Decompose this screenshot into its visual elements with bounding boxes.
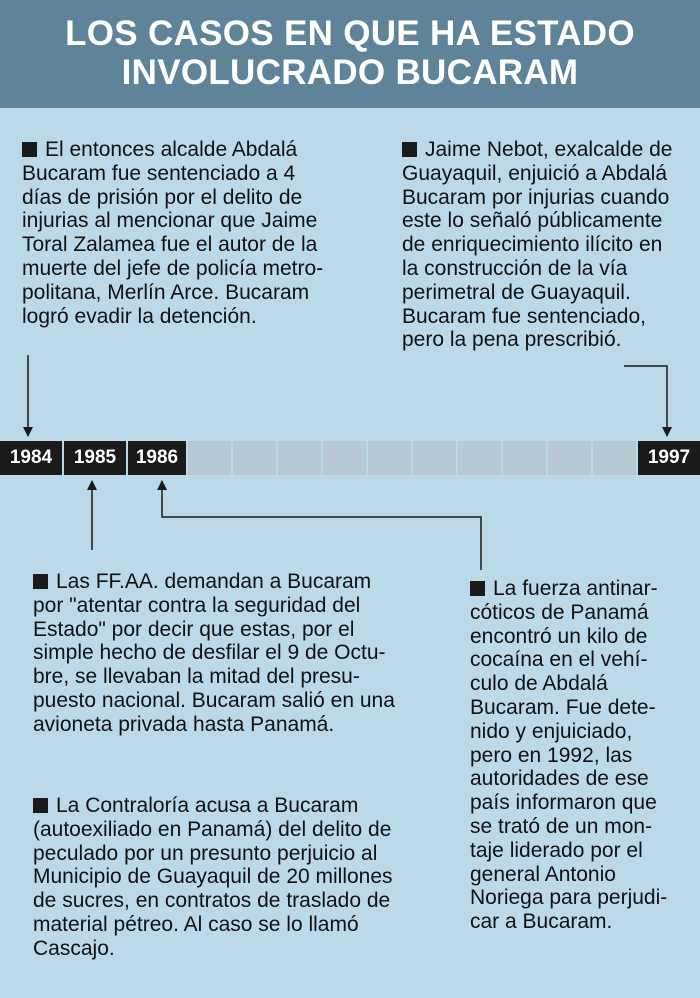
- timeline-year-1997: 1997: [638, 441, 700, 475]
- note-1985-ffaa-text: Las FF.AA. demandan a Bucaram por "atentar contra la seguridad del Estado" por decir que estas, por el simple hecho de desfilar el 9 de Octu- bre, se llevaban la mitad del presu- puesto nacional. Bucaram salió en una avioneta privada hasta Panamá.: [33, 570, 395, 736]
- note-1985-contraloria: [33, 794, 413, 961]
- square-bullet-icon: [470, 581, 485, 596]
- note-1984-text: El entonces alcalde Abdalá Bucaram fue sentenciado a 4 días de prisión por el delito de injurias al mencionar que Jaime Toral Zalamea fue el autor de la muerte del jefe de policía metro- politana, Merlín Arce. Bucaram logró evadir la detención.: [22, 138, 324, 328]
- title-line-1: LOS CASOS EN QUE HA ESTADO: [65, 14, 635, 53]
- timeline-year-1984: 1984: [0, 441, 62, 475]
- square-bullet-icon: [33, 574, 48, 589]
- timeline-year-1986: 1986: [128, 441, 186, 475]
- note-1986: [470, 577, 695, 934]
- square-bullet-icon: [33, 798, 48, 813]
- note-1997-text: Jaime Nebot, exalcalde de Guayaquil, enjuició a Abdalá Bucaram por injurias cuando este lo señaló públicamente de enriquecimiento ilícito en la construcción de la vía perimetral de Guayaquil. Bucaram fue sentenciado, pero la pena prescribió.: [402, 138, 673, 352]
- arrow-1997: [624, 366, 667, 436]
- title-line-2: INVOLUCRADO BUCARAM: [121, 53, 579, 92]
- note-1985-contraloria-text: La Contraloría acusa a Bucaram (autoexiliado en Panamá) del delito de peculado por un presunto perjuicio al Municipio de Guayaquil de 20 millones de sucres, en contratos de traslado de material pétreo. Al caso se lo llamó Cascajo.: [33, 794, 393, 960]
- note-1985-ffaa: [33, 570, 413, 737]
- arrow-1986: [162, 481, 481, 570]
- note-1986-text: La fuerza antinar- cóticos de Panamá encontró un kilo de cocaína en el vehí- culo de Abdalá Bucaram. Fue dete- nido y enjuiciado, pero en 1992, las autoridades de ese país informaron que se trató de un mon- taje liderado por el general Antonio Noriega para perjudi- car a Bucaram.: [470, 577, 668, 934]
- timeline-year-1985: 1985: [64, 441, 126, 475]
